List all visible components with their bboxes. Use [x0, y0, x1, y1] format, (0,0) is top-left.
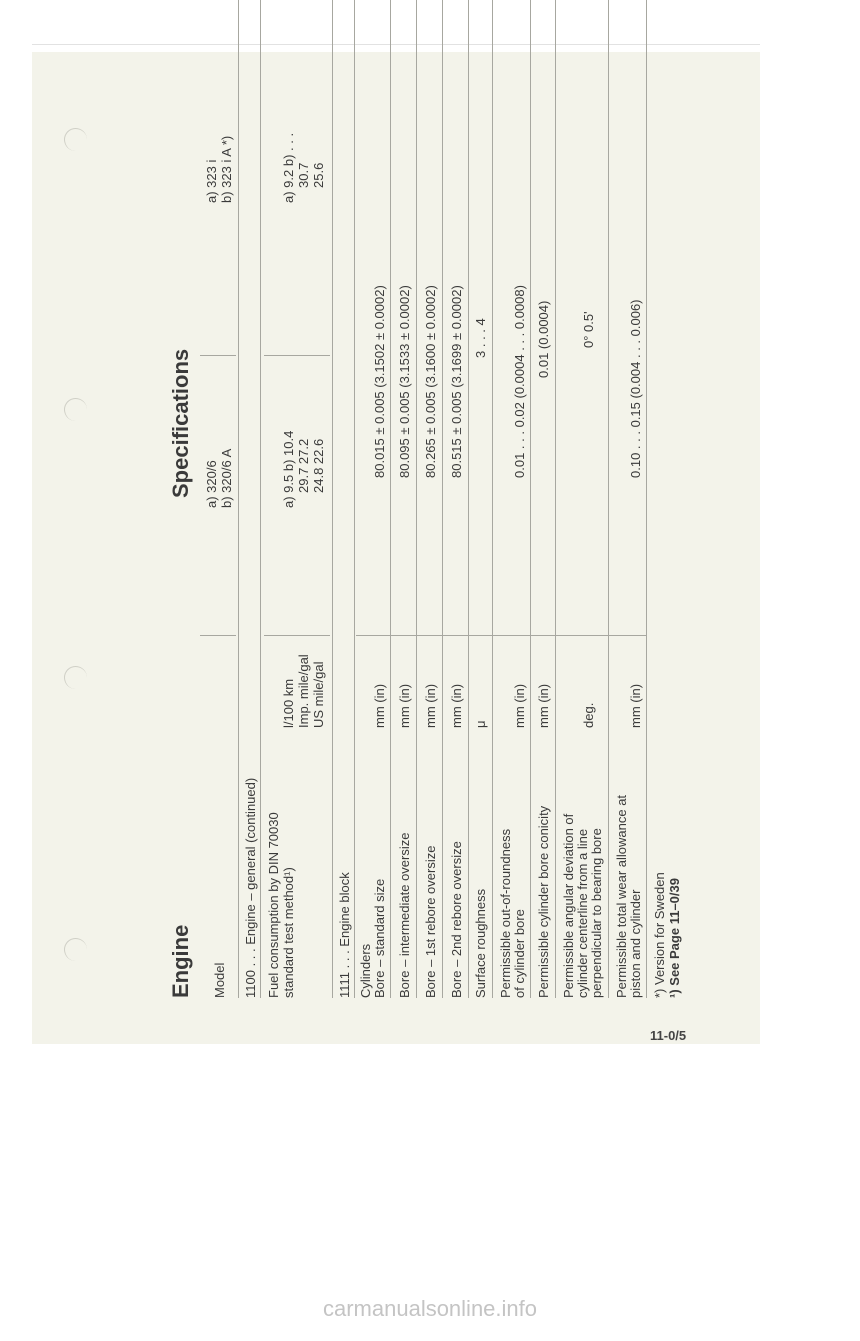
fuel-value: a) 9.5 b) 10.4 — [281, 430, 296, 508]
spec-unit: mm (in) — [512, 683, 527, 728]
fuel-value: 25.6 — [311, 162, 326, 188]
spec-value: 0.01 . . . 0.02 (0.0004 . . . 0.0008) — [512, 285, 527, 478]
fuel-unit: US mile/gal — [311, 661, 326, 728]
divider — [238, 0, 239, 998]
spec-label: Permissible cylinder bore conicity — [536, 805, 551, 998]
spec-value: 3 . . . 4 — [473, 318, 488, 358]
divider — [530, 0, 531, 998]
divider — [492, 0, 493, 998]
model-col1-b: b) 320/6 A — [219, 448, 234, 508]
divider — [200, 355, 236, 356]
spec-unit: mm (in) — [536, 683, 551, 728]
spec-value: 0.01 (0.0004) — [536, 300, 551, 378]
fuel-value: a) 9.2 b) . . . — [281, 132, 296, 203]
spec-unit: mm (in) — [397, 683, 412, 728]
divider — [416, 0, 417, 998]
divider — [332, 0, 333, 998]
divider — [356, 635, 646, 636]
divider — [555, 0, 556, 998]
spec-label: Surface roughness — [473, 888, 488, 998]
spec-label: Bore – 1st rebore oversize — [423, 845, 438, 998]
spec-label: perpendicular to bearing bore — [589, 828, 604, 998]
spec-value: 80.095 ± 0.005 (3.1533 ± 0.0002) — [397, 285, 412, 478]
model-col1-a: a) 320/6 — [204, 460, 219, 508]
spec-label: Permissible out-of-roundness — [498, 828, 513, 998]
rotated-spec-sheet — [160, 0, 800, 1018]
spec-label: Permissible total wear allowance at — [614, 794, 629, 998]
divider — [200, 635, 236, 636]
spec-value: 80.265 ± 0.005 (3.1600 ± 0.0002) — [423, 285, 438, 478]
spec-unit: deg. — [581, 702, 596, 728]
spec-label: Cylinders — [358, 943, 373, 998]
divider — [608, 0, 609, 998]
section-heading-general: 1100 . . . Engine – general (continued) — [243, 777, 258, 998]
spec-value: 80.015 ± 0.005 (3.1502 ± 0.0002) — [372, 285, 387, 478]
divider — [264, 355, 330, 356]
page-title: Specifications — [168, 348, 193, 498]
model-label: Model — [212, 962, 227, 998]
spec-label: cylinder centerline from a line — [575, 828, 590, 998]
section-heading-block: 1111 . . . Engine block — [337, 872, 352, 998]
spec-value: 0.10 . . . 0.15 (0.004 . . . 0.006) — [628, 299, 643, 478]
footnote: *) Version for Sweden — [652, 872, 667, 998]
spec-label: Bore – 2nd rebore oversize — [449, 841, 464, 998]
punch-hole-mark — [64, 128, 87, 151]
watermark: carmanualsonline.info — [322, 1296, 538, 1321]
model-col2-b: b) 323 i A *) — [219, 135, 234, 203]
spec-unit: mm (in) — [449, 683, 464, 728]
fuel-value: 30.7 — [296, 162, 311, 188]
punch-hole-mark — [64, 666, 87, 689]
fuel-label: Fuel consumption by DIN 70030 — [266, 812, 281, 998]
divider — [260, 0, 261, 998]
spec-label: Bore – standard size — [372, 878, 387, 998]
section-title: Engine — [168, 924, 193, 998]
spec-value: 80.515 ± 0.005 (3.1699 ± 0.0002) — [449, 285, 464, 478]
punch-hole-mark — [64, 938, 87, 961]
divider — [646, 0, 647, 998]
fuel-unit: l/100 km — [281, 678, 296, 728]
divider — [354, 0, 355, 998]
spec-unit: mm (in) — [423, 683, 438, 728]
spec-label: Bore – intermediate oversize — [397, 832, 412, 998]
spec-label: piston and cylinder — [628, 889, 643, 998]
divider — [264, 635, 330, 636]
model-col2-a: a) 323 i — [204, 159, 219, 203]
divider — [468, 0, 469, 998]
spec-unit: mm (in) — [372, 683, 387, 728]
footnote: ¹) See Page 11–0/39 — [667, 878, 682, 998]
divider — [442, 0, 443, 998]
divider — [390, 0, 391, 998]
page-number: 11-0/5 — [650, 1028, 687, 1043]
fuel-value: 24.8 22.6 — [311, 438, 326, 493]
fuel-value: 29.7 27.2 — [296, 438, 311, 493]
fuel-unit: Imp. mile/gal — [296, 654, 311, 728]
spec-unit: mm (in) — [628, 683, 643, 728]
spec-label: of cylinder bore — [512, 909, 527, 998]
spec-label: Permissible angular deviation of — [561, 813, 576, 998]
fuel-label: standard test method¹) — [281, 867, 296, 998]
spec-value: 0° 0.5' — [581, 311, 596, 348]
spec-unit: μ — [473, 720, 488, 728]
punch-hole-mark — [64, 398, 87, 421]
